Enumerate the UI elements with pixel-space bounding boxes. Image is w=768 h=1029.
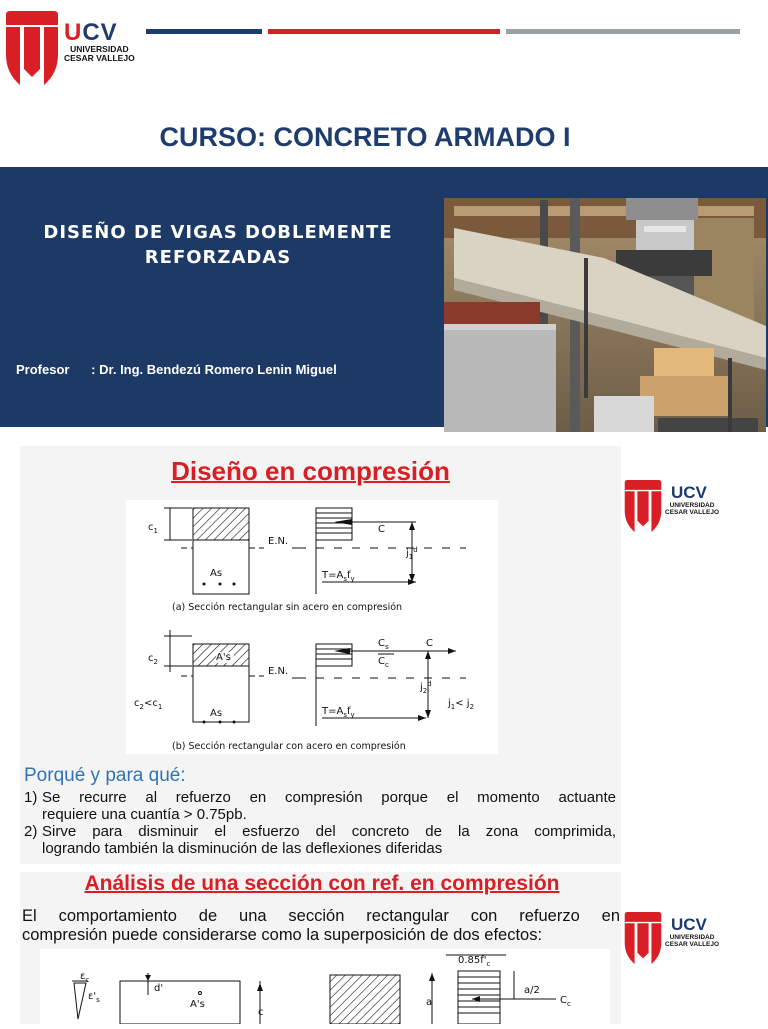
slide2-intro-line2: compresión puede considerarse como la superposición de dos efectos: <box>22 926 543 944</box>
professor-label: Profesor <box>16 362 70 377</box>
c-total-label: C <box>426 638 433 649</box>
mini-logo-line2: CESAR VALLEJO <box>665 509 720 516</box>
slide2-intro <box>22 907 620 945</box>
ucv-logo <box>0 5 150 87</box>
compression-diagram-svg <box>126 500 498 754</box>
as-prime-label-2: A's <box>190 999 205 1010</box>
reason-2-line1: Sirve para disminuir el esfuerzo del concreto de la zona comprimida, <box>42 823 616 840</box>
logo-university-line: UNIVERSIDAD <box>70 44 129 54</box>
diagram-b <box>134 630 474 752</box>
c2-label: $c_2$ <box>148 653 158 666</box>
slide2-title: Análisis de una sección con ref. en compresión <box>84 872 560 895</box>
c-label-a: C <box>378 524 385 535</box>
cs-label: $C_s$ <box>378 638 389 651</box>
j-compare-label: $j_1< j_2$ <box>448 698 475 711</box>
reason-item-1 <box>24 789 616 823</box>
beam-test-illustration <box>444 198 766 432</box>
beam-test-photo <box>444 198 766 432</box>
j1d-label: $j_1^d$ <box>406 546 418 561</box>
mini-logo-sub <box>665 502 719 516</box>
d-prime-label: d' <box>154 983 164 994</box>
en-label-b: E.N. <box>268 666 289 677</box>
mini-logo-text: UCV <box>671 483 707 502</box>
c-compare-label: $c_2<c_1$ <box>134 698 163 711</box>
reason-num-1: 1) <box>24 789 38 806</box>
cc-label-2: $C_c$ <box>560 995 571 1008</box>
reason-text-1 <box>42 789 616 823</box>
c-depth-label: c <box>258 1007 264 1018</box>
reasons-list <box>24 789 616 857</box>
logo-text-block <box>64 21 135 63</box>
professor-sep: : <box>91 362 96 377</box>
banner-title-line1: DISEÑO DE VIGAS DOBLEMENTE <box>43 222 393 243</box>
a-label: a <box>426 997 433 1008</box>
mini-logo-line1: UNIVERSIDAD <box>669 502 715 509</box>
mini-logo-text-2: UCV <box>671 915 707 934</box>
ec-label: $\varepsilon_c$ <box>80 971 90 984</box>
as-prime-label: A's <box>216 652 231 663</box>
header-stripe-blue <box>146 29 262 34</box>
a-half-label: a/2 <box>524 985 540 996</box>
caption-a: (a) Sección rectangular sin acero en compresión <box>172 602 403 613</box>
as-label-b: As <box>210 708 223 719</box>
cc-label: $C_c$ <box>378 656 389 669</box>
slide2-intro-line1: El comportamiento de una sección rectangular con refuerzo en <box>22 907 620 925</box>
slide1-title: Diseño en compresión <box>171 456 450 486</box>
mini-logo-slide2 <box>621 906 723 968</box>
logo-vallejo-line: CESAR VALLEJO <box>64 53 135 63</box>
compression-diagram <box>126 500 498 754</box>
professor-name: Dr. Ing. Bendezú Romero Lenin Miguel <box>99 362 337 377</box>
caption-b: (b) Sección rectangular con acero en compresión <box>172 741 406 752</box>
banner-title-line2: REFORZADAS <box>144 247 292 268</box>
mini-logo-sub-2 <box>665 934 719 948</box>
j2d-label: $j_2^d$ <box>420 680 432 695</box>
ucv-shield-icon-small <box>623 480 663 532</box>
en-label-a: E.N. <box>268 536 289 547</box>
reason-1-line1: Se recurre al refuerzo en compresión porque el momento actuante <box>42 789 616 806</box>
eps-s-label: $\varepsilon'_s$ <box>88 991 100 1004</box>
reason-2-line2: logrando también la disminución de las deflexiones diferidas <box>42 840 443 857</box>
reason-item-2 <box>24 823 616 857</box>
as-label-a: As <box>210 568 223 579</box>
mini-logo-2-line1: UNIVERSIDAD <box>669 934 715 941</box>
professor-line <box>16 362 337 377</box>
superposition-diagram <box>40 949 610 1024</box>
logo-u: U <box>64 19 83 46</box>
reason-num-2: 2) <box>24 823 38 840</box>
logo-ucv-text <box>64 21 135 45</box>
course-title: CURSO: CONCRETO ARMADO I <box>159 122 571 152</box>
why-heading: Porqué y para qué: <box>24 765 186 786</box>
mini-logo-slide1 <box>621 474 723 536</box>
superposition-diagram-svg <box>40 949 610 1024</box>
reason-text-2 <box>42 823 616 857</box>
c1-label: $c_1$ <box>148 522 158 535</box>
logo-cv: CV <box>82 19 118 46</box>
ucv-shield-icon <box>4 11 60 85</box>
header-stripe-gray <box>506 29 740 34</box>
mini-logo-2-line2: CESAR VALLEJO <box>665 941 720 948</box>
ucv-shield-icon-small-2 <box>623 912 663 964</box>
stress-block-label: $0.85f'_c$ <box>458 955 491 968</box>
tension-label-b: $T=A_sf_y$ <box>322 706 355 719</box>
diagram-a <box>148 508 466 613</box>
banner-title <box>0 220 436 270</box>
header-stripe-red <box>268 29 500 34</box>
tension-label-a: $T=A_sf_y$ <box>322 570 355 583</box>
reason-1-line2: requiere una cuantía > 0.75pb. <box>42 806 247 823</box>
